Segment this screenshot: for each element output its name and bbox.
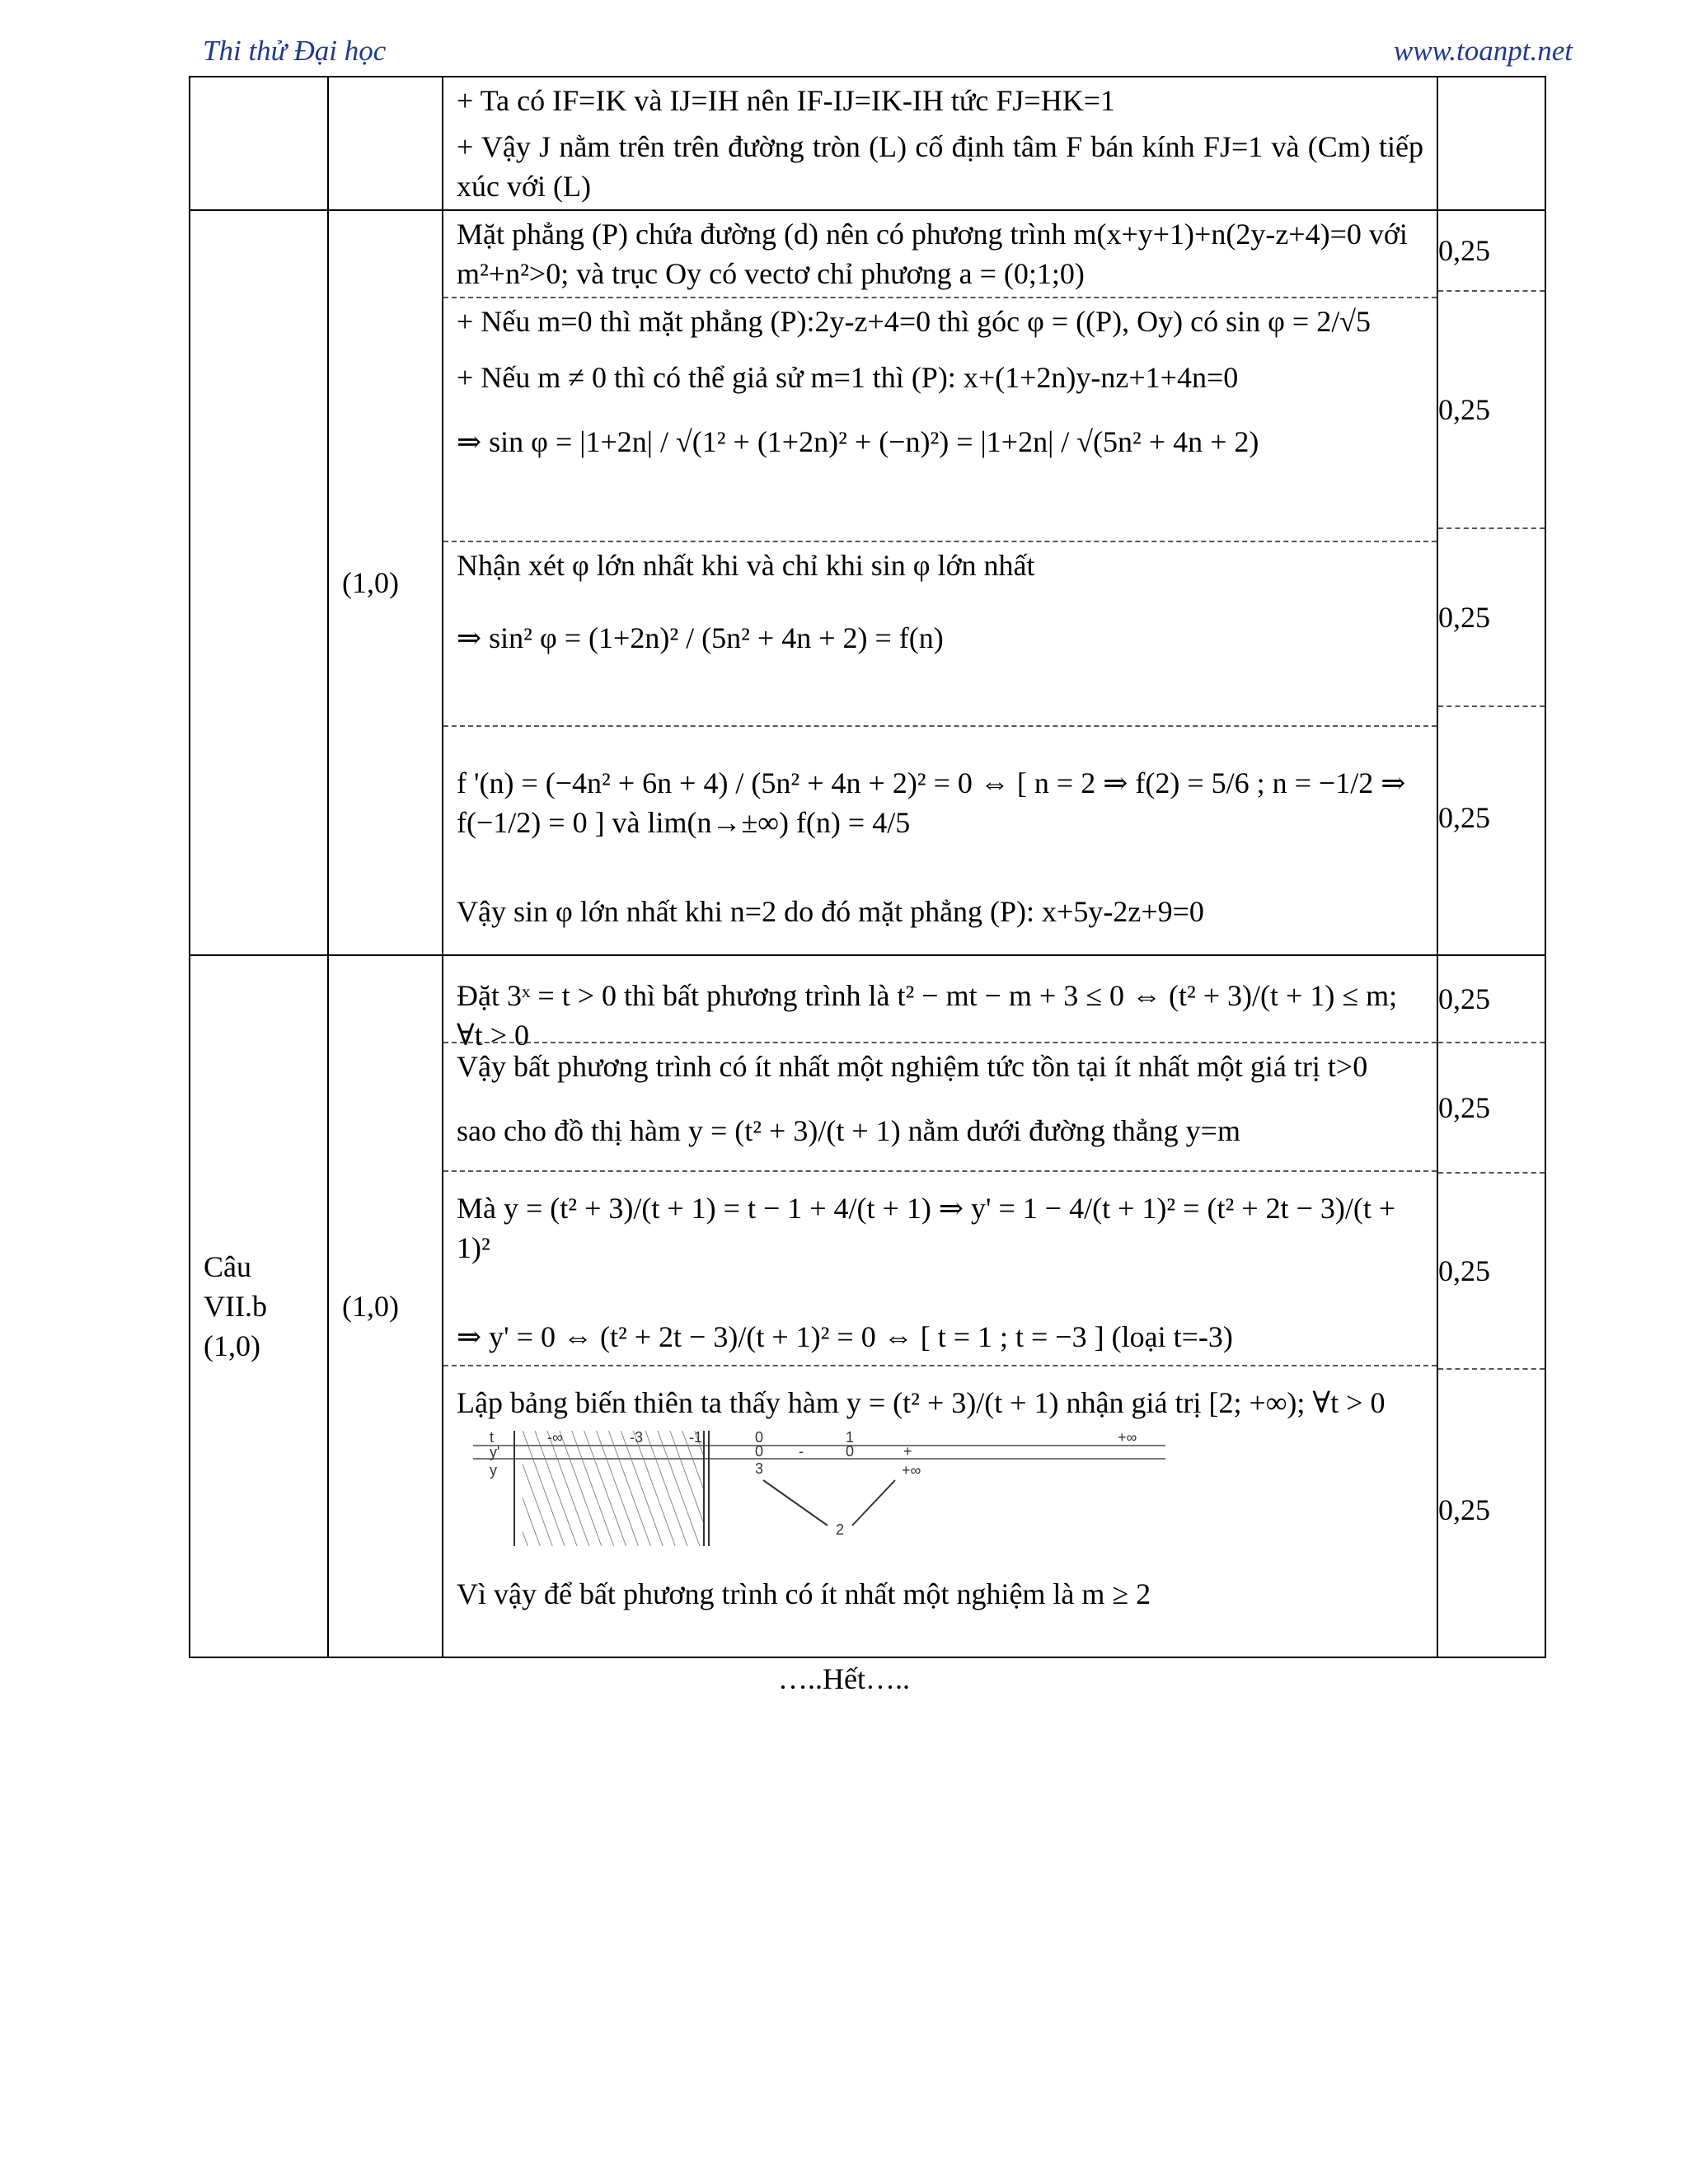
cell-empty <box>190 210 328 955</box>
vt-yprime-value: + <box>903 1443 912 1460</box>
step-graph-condition <box>443 1042 1437 1170</box>
vt-y-value: 3 <box>755 1460 764 1477</box>
vt-yprime-value: - <box>799 1443 804 1460</box>
vt-t-value: -3 <box>630 1431 644 1446</box>
step-plane-equation: Mặt phẳng (P) chứa đường (d) nên có phương trình m(x+y+1)+n(2y-z+4)=0 với m²+n²>0; và trục Oy có vectơ chỉ phương a = (0;1;0) <box>457 218 1408 290</box>
step-derivative-y <box>443 1170 1437 1365</box>
vt-y-value: +∞ <box>902 1462 921 1479</box>
score-cell <box>1437 210 1545 955</box>
answer-table <box>189 76 1546 1658</box>
score: 0,25 <box>1438 982 1490 1015</box>
score: 0,25 <box>1438 1368 1545 1650</box>
content-cell <box>443 77 1437 210</box>
score: 0,25 <box>1438 527 1545 705</box>
variation-table-image <box>473 1431 1182 1554</box>
vt-yprime-value: 0 <box>846 1443 855 1460</box>
line-j-circle: + Vậy J nằm trên trên đường tròn (L) cố định tâm F bán kính FJ=1 và (Cm) tiếp xúc với (L) <box>457 130 1423 203</box>
end-marker: …..Hết….. <box>778 1662 910 1695</box>
vt-t-value: 0 <box>755 1431 764 1446</box>
condition-line1: Vậy bất phương trình có ít nhất một nghiệm tức tồn tại ít nhất một giá trị t>0 <box>457 1050 1368 1083</box>
excluded-region-hatch <box>523 1431 704 1546</box>
content-cell <box>443 955 1437 1657</box>
vt-yprime-value: 0 <box>755 1443 764 1460</box>
cell-empty <box>328 77 443 210</box>
vt-arrow-up <box>852 1480 895 1526</box>
step-max-sin <box>443 541 1437 725</box>
step-substitution: Đặt 3ˣ = t > 0 thì bất phương trình là t² − mt − m + 3 ≤ 0 ⇔ (t² + 3)/(t + 1) ≤ m; ∀t > 0 <box>457 979 1398 1052</box>
header-website: www.toanpt.net <box>1393 35 1573 67</box>
step-variation-table <box>443 1365 1437 1645</box>
score-cell <box>1437 955 1545 1657</box>
derivative-y-line1: Mà y = (t² + 3)/(t + 1) = t − 1 + 4/(t + 1) ⇒ y' = 1 − 4/(t + 1)² = (t² + 2t − 3)/(t + 1)² <box>457 1192 1396 1264</box>
variation-conclusion: Vì vậy để bất phương trình có ít nhất một nghiệm là m ≥ 2 <box>457 1577 1151 1610</box>
sin-squared-formula: ⇒ sin² φ = (1+2n)² / (5n² + 4n + 2) = f(n) <box>457 621 944 654</box>
plane-conclusion: Vậy sin φ lớn nhất khi n=2 do đó mặt phẳng (P): x+5y-2z+9=0 <box>457 895 1204 928</box>
score: 0,25 <box>1438 1042 1545 1172</box>
question-label <box>190 955 328 1657</box>
line-if-ij: + Ta có IF=IK và IJ=IH nên IF-IJ=IK-IH tức FJ=HK=1 <box>457 84 1116 117</box>
header-left-title: Thi thử Đại học <box>203 35 387 67</box>
case-m-nonzero: + Nếu m ≠ 0 thì có thể giả sử m=1 thì (P): x+(1+2n)y-nz+1+4n=0 <box>457 361 1239 394</box>
vt-row-label: y <box>490 1462 497 1479</box>
case-m-zero: + Nếu m=0 thì mặt phẳng (P):2y-z+4=0 thì góc φ = ((P), Oy) có sin φ = 2/√5 <box>457 305 1371 338</box>
score: 0,25 <box>1438 1172 1545 1368</box>
cell-empty <box>1437 77 1545 210</box>
variation-line1: Lập bảng biến thiên ta thấy hàm y = (t² + 3)/(t + 1) nhận giá trị [2; +∞); ∀t > 0 <box>457 1386 1386 1419</box>
row-question-viib <box>190 955 1545 1657</box>
vt-t-value: -1 <box>689 1431 703 1446</box>
score: 0,25 <box>1438 234 1490 267</box>
vt-t-value: 1 <box>846 1431 855 1446</box>
condition-line2: sao cho đồ thị hàm y = (t² + 3)/(t + 1) nằm dưới đường thẳng y=m <box>457 1114 1240 1147</box>
vt-y-value: 2 <box>836 1521 845 1538</box>
derivative-formula: f '(n) = (−4n² + 6n + 4) / (5n² + 4n + 2)² = 0 ⇔ [ n = 2 ⇒ f(2) = 5/6 ; n = −1/2 ⇒ f(−1/2) = 0 ] và lim(n→±∞) f(n) = 4/5 <box>457 766 1406 839</box>
derivative-y-line2: ⇒ y' = 0 ⇔ (t² + 2t − 3)/(t + 1)² = 0 ⇔ [ t = 1 ; t = −3 ] (loại t=-3) <box>457 1320 1233 1353</box>
question-label-line: (1,0) <box>204 1329 260 1362</box>
content-cell <box>443 210 1437 955</box>
points-label: (1,0) <box>328 955 443 1657</box>
question-label-line: VII.b <box>204 1290 267 1323</box>
row-plane-question <box>190 210 1545 955</box>
remark-max: Nhận xét φ lớn nhất khi và chỉ khi sin φ lớn nhất <box>457 549 1035 582</box>
vt-t-value: -∞ <box>547 1431 563 1446</box>
step-derivative <box>443 725 1437 954</box>
sin-phi-formula: ⇒ sin φ = |1+2n| / √(1² + (1+2n)² + (−n)²) = |1+2n| / √(5n² + 4n + 2) <box>457 425 1259 458</box>
vt-row-label: t <box>490 1431 495 1446</box>
score: 0,25 <box>1438 705 1545 928</box>
vt-row-label: y' <box>490 1444 500 1460</box>
vt-arrow-down <box>763 1480 828 1526</box>
score: 0,25 <box>1438 290 1545 527</box>
row-continuation <box>190 77 1545 210</box>
vt-t-value: +∞ <box>1118 1431 1137 1446</box>
points-label: (1,0) <box>328 210 443 955</box>
step-sin-phi <box>443 297 1437 541</box>
cell-empty <box>190 77 328 210</box>
question-label-line: Câu <box>204 1250 251 1283</box>
